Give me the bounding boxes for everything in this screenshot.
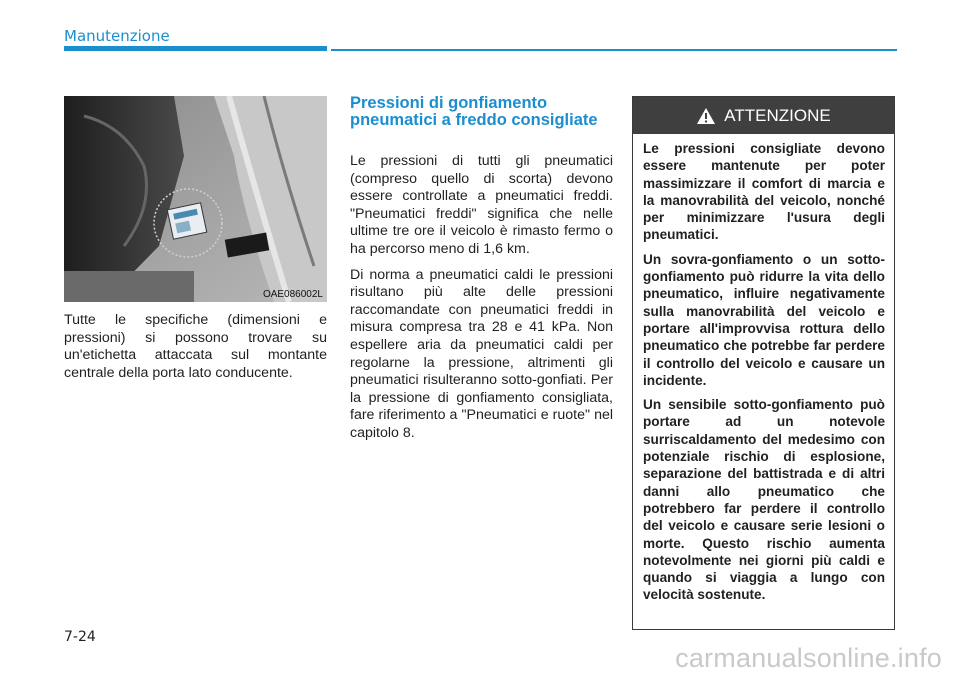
- warning-header: [633, 97, 894, 134]
- warning-paragraph: Le pressioni consigliate devono essere mantenute per poter massimizzare il comfort di marcia e la manovrabilità del veicolo, nonché per minimizzare l'usura degli pneumatici.: [643, 141, 885, 243]
- section-title: Manutenzione: [64, 27, 170, 45]
- warning-paragraph: Un sovra-gonfiamento o un sotto-gonfiamento può ridurre la vita dello pneumatico, influire negativamente sulla manovrabilità del veicolo e portare all'improvvisa rottura dello pneumatico che potrebbe far perdere il controllo del veicolo e causare un incidente.: [643, 251, 885, 388]
- door-pillar-photo: [64, 96, 327, 302]
- figure-code: OAE086002L: [262, 289, 323, 300]
- warning-title: ATTENZIONE: [724, 105, 831, 125]
- warning-paragraph: Un sensibile sotto-gonfiamento può portare ad un notevole surriscaldamento del medesimo con potenziale rischio di esplosione, separazione del battistrada e di altri danni allo pneumatico che potrebbero far perdere il controllo del veicolo e causare serie lesioni o morte. Questo rischio aumenta notevolmente nei giorni più caldi e quando si viaggia a lungo con velocità sostenute.: [643, 397, 885, 603]
- page-number: 7-24: [64, 629, 96, 645]
- left-column-text: Tutte le specifiche (dimensioni e pressioni) si possono trovare su un'etichetta attaccata sul montante centrale della porta lato conducente.: [64, 312, 327, 381]
- warning-triangle-icon: [696, 107, 716, 125]
- body-paragraph: Di norma a pneumatici caldi le pressioni risultano più alte delle pressioni raccomandate con pneumatici freddi in misura compresa tra 28 e 41 kPa. Non espellere aria da pneumatici caldi per regolarne la pressione, altrimenti gli pneumatici risulteranno sotto-gonfiati. Per la pressione di gonfiamento consigliata, fare riferimento a "Pneumatici e ruote" nel capitolo 8.: [350, 266, 613, 441]
- door-pillar-illustration: [64, 96, 327, 302]
- warning-body: [633, 134, 894, 604]
- section-rule-thin: [331, 49, 897, 51]
- tire-pressure-heading: Pressioni di gonfiamento pneumatici a freddo consigliate: [350, 94, 598, 129]
- tire-pressure-body: [350, 153, 613, 451]
- body-paragraph: Le pressioni di tutti gli pneumatici (compreso quello di scorta) devono essere controllate a pneumatici freddi. "Pneumatici freddi" significa che nelle ultime tre ore il veicolo è rimasto fermo o ha percorso meno di 1,6 km.: [350, 153, 613, 257]
- warning-box: [632, 96, 895, 630]
- watermark: carmanualsonline.info: [675, 643, 942, 673]
- section-rule-thick: [64, 46, 327, 51]
